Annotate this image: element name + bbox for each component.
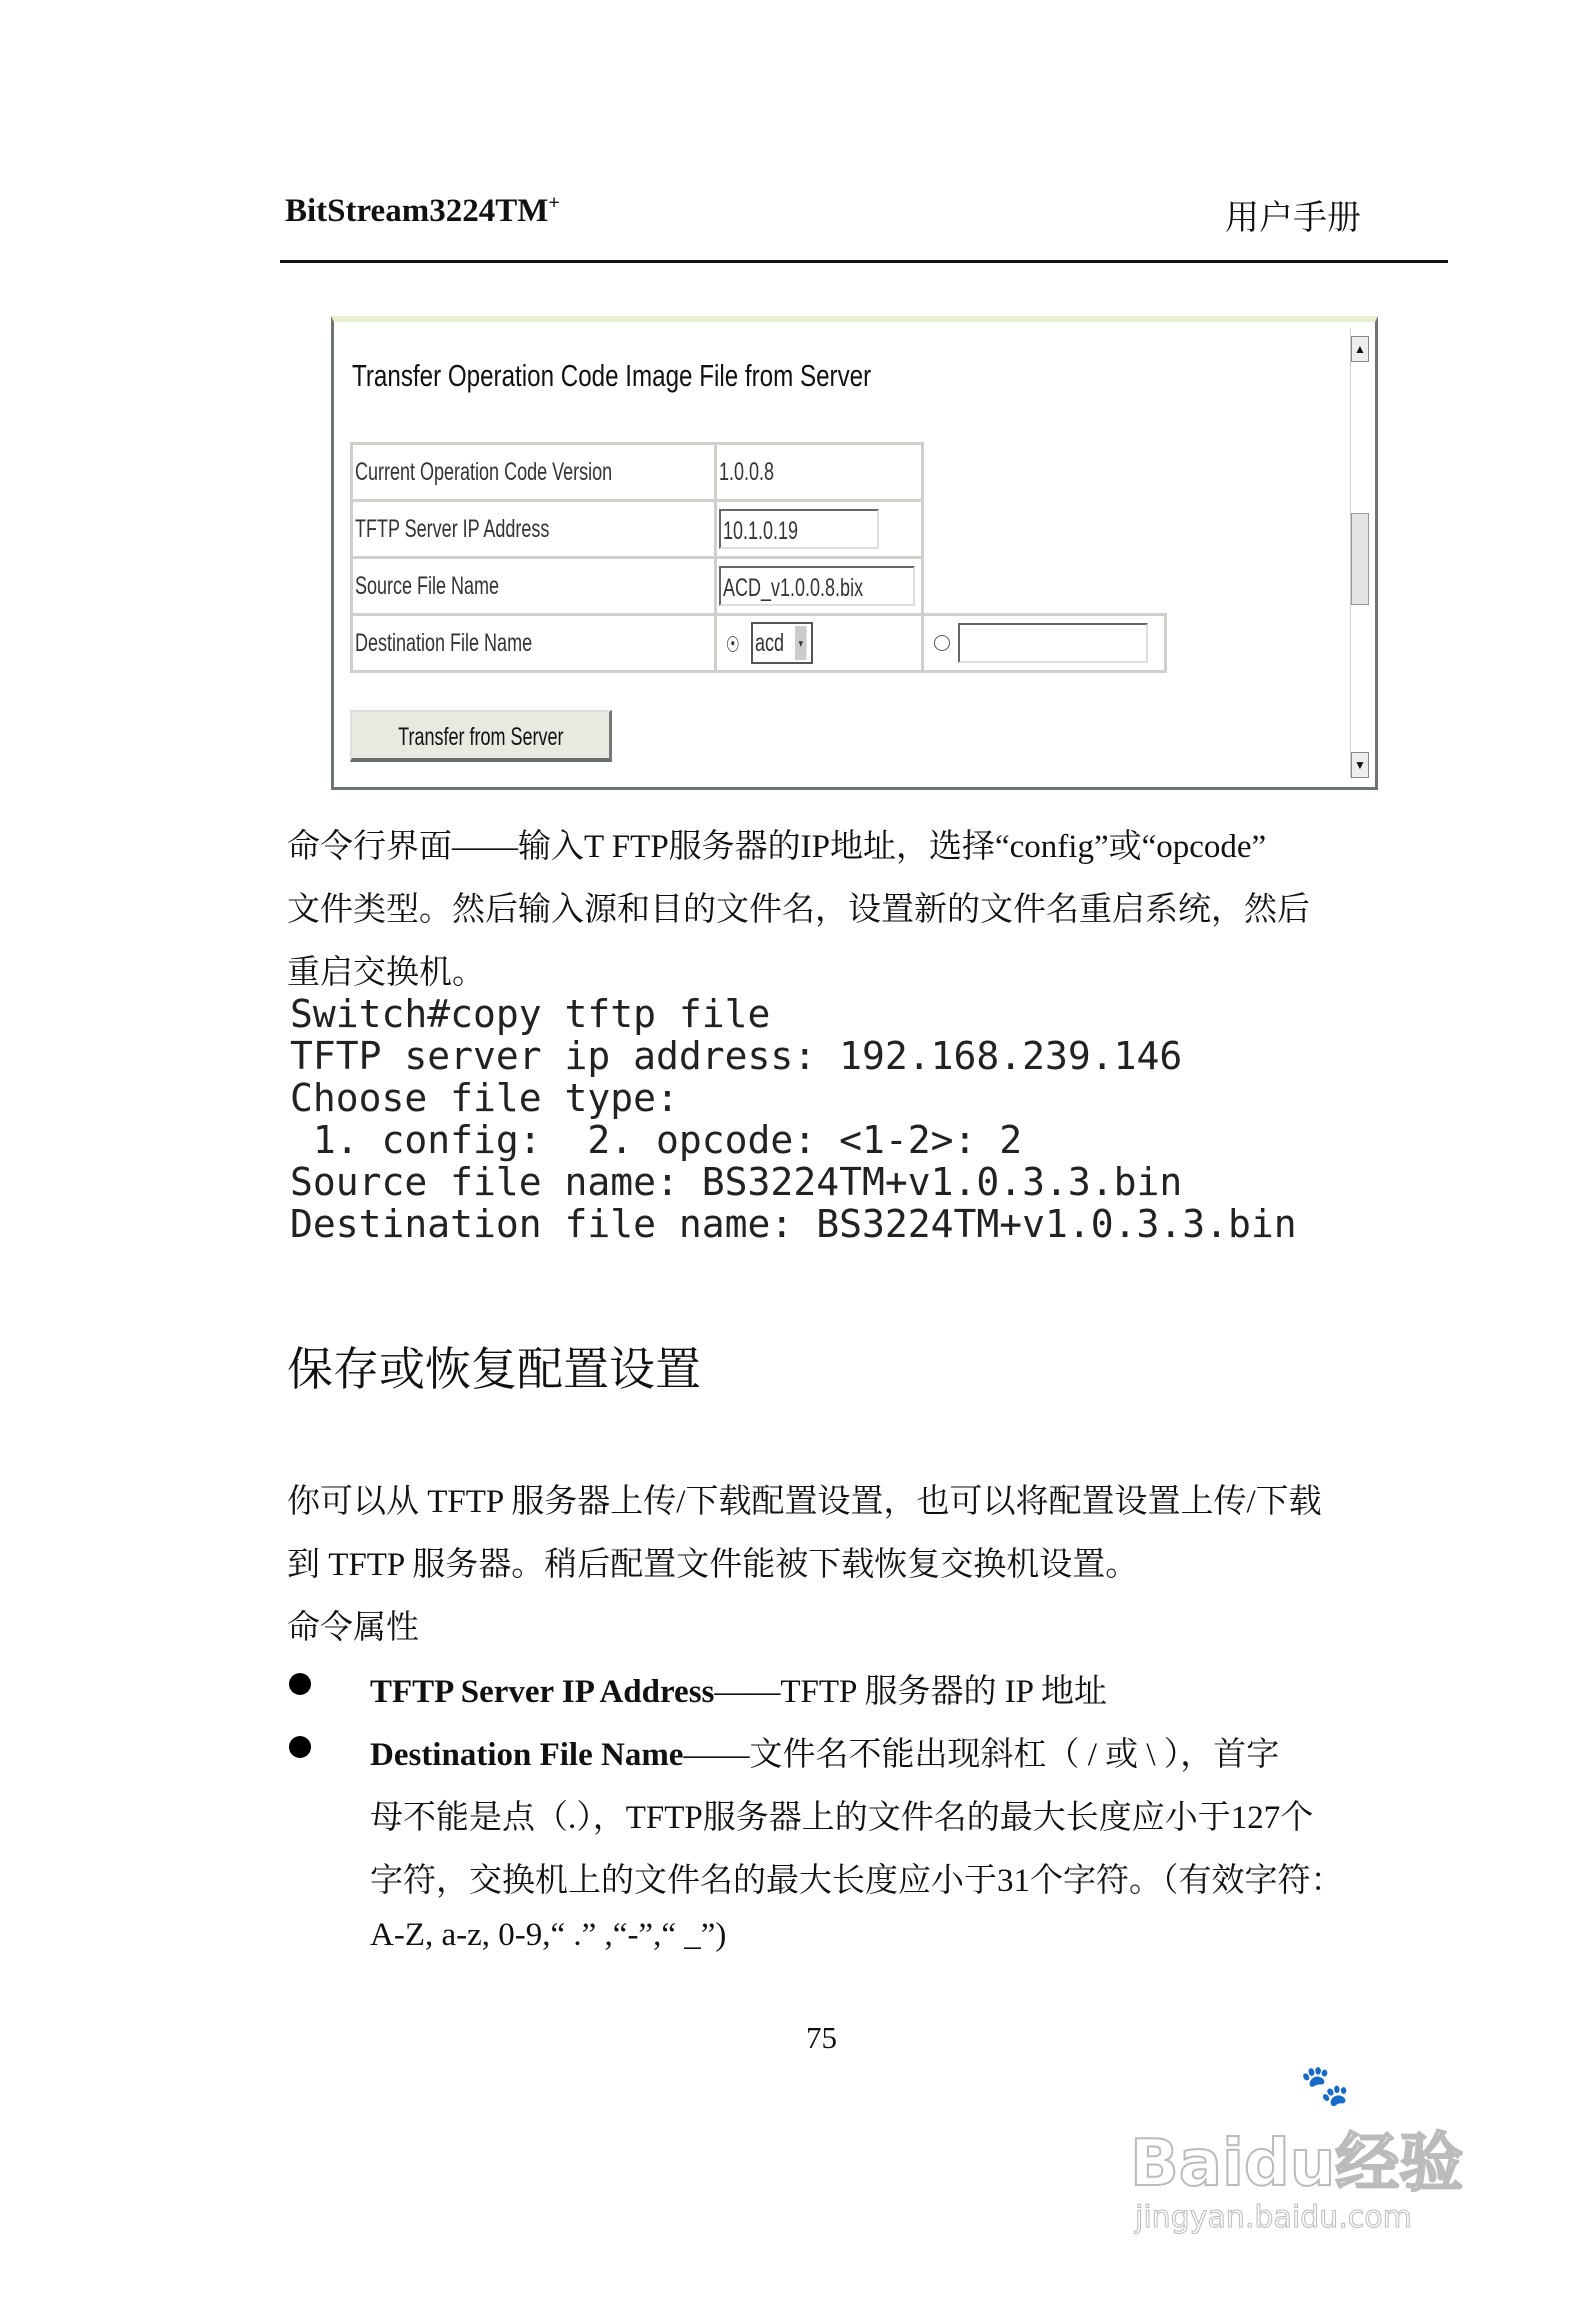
bullet-cont: 母不能是点（.），TFTP服务器上的文件名的最大长度应小于127个 [370,1800,1314,1836]
chevron-down-icon[interactable]: ▼ [795,626,807,660]
baidu-watermark [1130,2062,1500,2242]
header-rule [280,260,1448,263]
code-line: TFTP server ip address: 192.168.239.146 [290,1034,1183,1078]
custom-dest-input[interactable] [958,623,1148,663]
para2-line2: 到 TFTP 服务器。稍后配置文件能被下载恢复交换机设置。 [287,1547,1139,1583]
bullet-desc: ——文件名不能出现斜杠（ / 或 \ ），首字 [683,1737,1280,1773]
code-line: 1. config: 2. opcode: <1-2>: 2 [290,1118,1023,1162]
tftp-ip-value: 10.1.0.19 [723,517,799,545]
transfer-from-server-button[interactable] [350,710,612,762]
header-title-text: BitStream3224TM [285,193,549,229]
code-line: Switch#copy tftp file [290,992,771,1036]
tftp-ip-input[interactable] [719,509,879,549]
table-row [352,558,1166,615]
bullet-term: Destination File Name [370,1737,684,1773]
table-row [352,615,1166,672]
header-title-sup: + [548,192,560,214]
bullet-cont: 字符，交换机上的文件名的最大长度应小于31个字符。（有效字符： [370,1863,1344,1899]
row-label: Destination File Name [355,628,533,657]
para1-line2: 文件类型。然后输入源和目的文件名，设置新的文件名重启系统，然后 [287,892,1310,928]
bullet-desc: ——TFTP 服务器的 IP 地址 [714,1674,1108,1710]
code-line: Destination file name: BS3224TM+v1.0.3.3.bin [290,1202,1297,1246]
ui-screenshot [331,316,1378,790]
current-version-value: 1.0.0.8 [719,457,775,486]
scroll-thumb[interactable] [1351,513,1369,605]
row-label: Source File Name [355,571,500,600]
scrollbar[interactable] [1350,328,1369,778]
attr-label: 命令属性 [287,1610,419,1646]
bullet-cont: A-Z, a-z, 0-9,“ .” ,“-”,“ _”) [370,1917,727,1953]
watermark-url: jingyan.baidu.com [1135,2200,1412,2235]
code-line: Choose file type: [290,1076,679,1120]
page-number: 75 [806,2020,837,2055]
bullet-icon [289,1673,311,1695]
code-line: Source file name: BS3224TM+v1.0.3.3.bin [290,1160,1183,1204]
para1-line3: 重启交换机。 [287,955,485,991]
doc-header-title [285,192,560,230]
paw-icon: 🐾 [1300,2063,1350,2109]
row-label: TFTP Server IP Address [355,514,550,543]
dest-file-select[interactable] [751,622,813,664]
scroll-down-icon[interactable]: ▼ [1351,752,1369,778]
form-title: Transfer Operation Code Image File from Server [352,358,872,393]
transfer-form-table [350,442,1167,673]
dest-select-value: acd [755,629,785,657]
radio-select-dest[interactable]: ● [727,636,739,652]
source-file-input[interactable] [719,566,915,606]
bullet-item [370,1665,1107,1712]
watermark-brand: Baidu经验 [1130,2127,1464,2201]
button-label: Transfer from Server [397,723,564,751]
para2-line1: 你可以从 TFTP 服务器上传/下载配置设置，也可以将配置设置上传/下载 [287,1484,1322,1520]
row-label: Current Operation Code Version [355,457,613,486]
table-row [352,444,1166,501]
source-file-value: ACD_v1.0.0.8.bix [723,574,864,602]
bullet-item [370,1728,1279,1775]
bullet-term: TFTP Server IP Address [370,1674,715,1710]
radio-custom-dest[interactable] [934,635,950,651]
section-heading: 保存或恢复配置设置 [287,1344,701,1395]
scroll-up-icon[interactable]: ▲ [1351,336,1369,362]
para1-line1: 命令行界面——输入T FTP服务器的IP地址，选择“config”或“opcode” [287,829,1267,865]
cli-code-block [290,993,1297,1245]
doc-header-right: 用户手册 [1225,200,1361,237]
bullet-icon [289,1736,311,1758]
table-row [352,501,1166,558]
